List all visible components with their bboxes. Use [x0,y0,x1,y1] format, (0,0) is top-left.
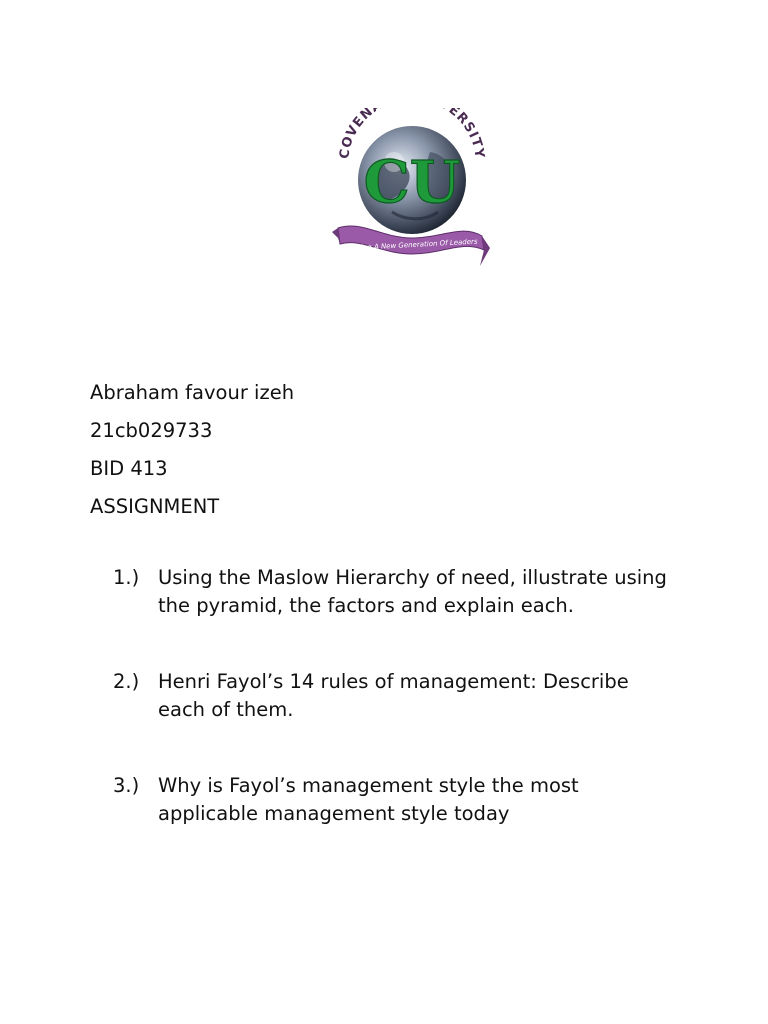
question-number: 2.) [113,670,140,693]
question-text: Why is Fayol’s management style the most applicable management style today [158,774,579,825]
question-number: 3.) [113,774,140,797]
university-seal-icon [332,108,492,274]
question-text: Henri Fayol’s 14 rules of management: Describe each of them. [158,670,629,721]
question-list [113,564,673,876]
university-logo [332,108,492,274]
student-name: Abraham favour izeh [90,381,295,404]
question-text: Using the Maslow Hierarchy of need, illustrate using the pyramid, the factors and explain each. [158,566,667,617]
list-item [113,668,673,724]
logo-ribbon-text: Raising A New Generation Of Leaders [345,237,478,253]
question-number: 1.) [113,566,140,589]
logo-monogram: CU [363,148,461,216]
course-code: BID 413 [90,457,168,480]
list-item [113,772,673,828]
student-info [90,374,294,526]
list-item [113,564,673,620]
matric-number: 21cb029733 [90,419,213,442]
assignment-heading: ASSIGNMENT [90,495,220,518]
logo-arc-text: COVEN ERSITY [337,108,487,160]
